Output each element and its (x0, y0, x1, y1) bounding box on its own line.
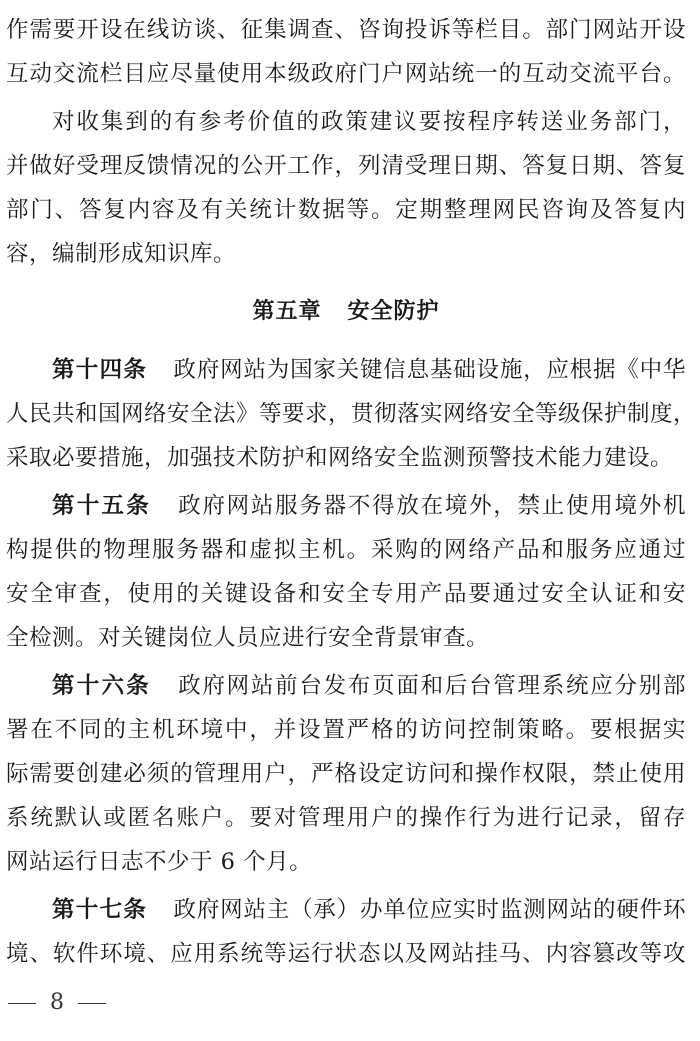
page-footer (8, 988, 106, 1018)
text-line: 容，编制形成知识库。 (6, 241, 237, 267)
text-line (6, 348, 686, 392)
text-line: 境、软件环境、应用系统等运行状态以及网站挂马、内容篡改等攻 (6, 941, 686, 967)
paragraph (6, 100, 686, 276)
article-17 (6, 888, 686, 976)
text-line (6, 664, 686, 708)
chapter-title: 安全防护 (347, 299, 440, 324)
paragraph (6, 8, 686, 96)
page-number: 8 (50, 990, 64, 1015)
article-label: 第十六条 (52, 673, 151, 699)
text-line: 署在不同的主机环境中，并设置严格的访问控制策略。要根据实 (6, 717, 686, 743)
article-text: 政府网站主（承）办单位应实时监测网站的硬件环 (173, 897, 686, 923)
article-text: 政府网站前台发布页面和后台管理系统应分别部 (176, 673, 686, 699)
text-line: 互动交流栏目应尽量使用本级政府门户网站统一的互动交流平台。 (6, 61, 686, 87)
article-label: 第十七条 (52, 897, 148, 923)
article-16 (6, 664, 686, 884)
text-line: 采取必要措施，加强技术防护和网络安全监测预警技术能力建设。 (6, 445, 674, 471)
text-line (6, 888, 686, 932)
footer-dash-left (8, 1003, 36, 1004)
footer-dash-right (78, 1003, 106, 1004)
text-line: 部门、答复内容及有关统计数据等。定期整理网民咨询及答复内 (6, 197, 686, 223)
text-line (6, 484, 686, 528)
text-line: 并做好受理反馈情况的公开工作，列清受理日期、答复日期、答复 (6, 153, 686, 179)
article-label: 第十四条 (52, 357, 148, 383)
chapter-heading (6, 290, 686, 334)
text-line: 构提供的物理服务器和虚拟主机。采购的网络产品和服务应通过 (6, 537, 686, 563)
article-text: 政府网站为国家关键信息基础设施，应根据《中华 (173, 357, 686, 383)
article-label: 第十五条 (52, 493, 151, 519)
text-line: 全检测。对关键岗位人员应进行安全背景审查。 (6, 625, 490, 651)
article-14 (6, 348, 697, 480)
text-line: 网站运行日志不少于 6 个月。 (6, 849, 313, 875)
text-line: 安全审查，使用的关键设备和安全专用产品要通过安全认证和安 (6, 581, 686, 607)
text-line: 对收集到的有参考价值的政策建议要按程序转送业务部门， (52, 109, 686, 135)
chapter-number: 第五章 (252, 299, 322, 324)
text-line: 际需要创建必须的管理用户，严格设定访问和操作权限，禁止使用 (6, 761, 686, 787)
text-line: 人民共和国网络安全法》等要求，贯彻落实网络安全等级保护制度， (6, 401, 697, 427)
article-text: 政府网站服务器不得放在境外，禁止使用境外机 (176, 493, 686, 519)
text-line: 作需要开设在线访谈、征集调查、咨询投诉等栏目。部门网站开设 (6, 17, 686, 43)
text-line: 系统默认或匿名账户。要对管理用户的操作行为进行记录，留存 (6, 805, 686, 831)
document-page (6, 8, 697, 976)
article-15 (6, 484, 686, 660)
